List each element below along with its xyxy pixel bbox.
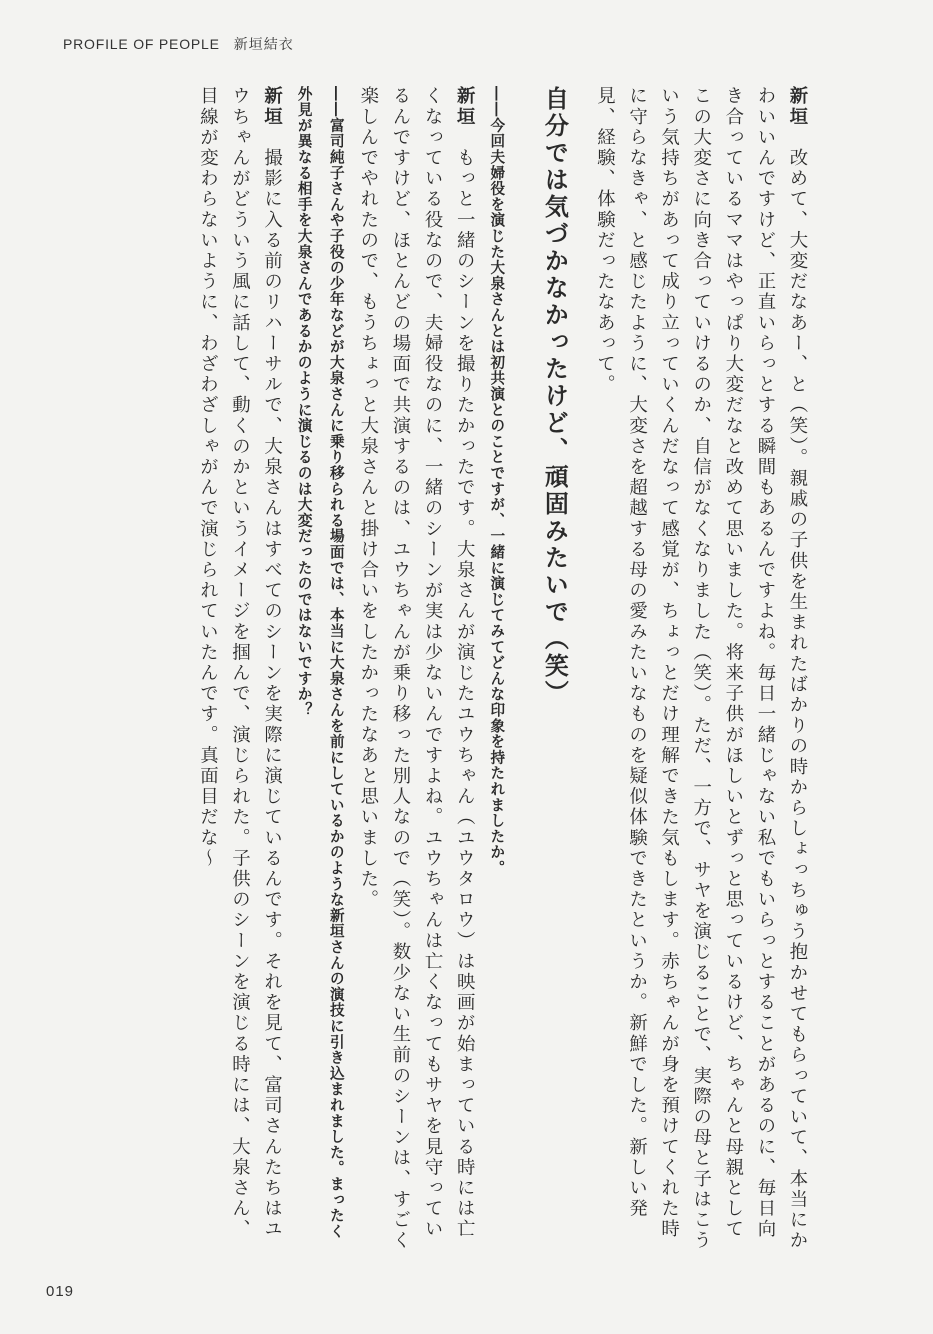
section-heading: 自分では気づかなかったけど、頑固みたいで（笑） — [540, 86, 569, 707]
answer-paragraph: 改めて、大変だなあー、と（笑）。親戚の子供を生まれたばかりの時からしょっちゅう抱かせてもらっていて、本当にかわいいんですけど、正直いらっとする瞬間もあるんですよね。毎日一緒じゃない私でもいらっとすることがあるのに、毎日向き合っているママはやっぱり大変だなと改めて思いました。将来子供がほしいとずっと思っているけど、ちゃんと母親としてこの大変さに向き合っていけるのか、自信がなくなりました（笑）。ただ、一方で、サヤを演じることで、実際の母と子はこういう気持ちがあって成り立っていくんだなって感覚が、ちょっとだけ理解できた気もします。赤ちゃんが身を預けてくれた時に守らなきゃ、と感じたように、大変さを超越する母の愛みたいなものを疑似体験できたというか。新鮮でした。新しい発見、経験、体験だったなあって。 — [594, 86, 808, 1252]
answer-paragraph: もっと一緒のシーンを撮りたかったです。大泉さんが演じたユウちゃん（ユウタロウ）は映画が始まっている時には亡くなっている役なので、夫婦役なのに、一緒のシーンが実は少ないんですよね。ユウちゃんは亡くなってもサヤを見守っているんですけど、ほとんどの場面で共演するのは、ユウちゃんが乗り移った別人なので（笑）。数少ない生前のシーンは、すごく楽しんでやれたので、もうちょっと大泉さんと掛け合いをしたかったなあと思いました。 — [357, 86, 476, 1251]
article-body — [97, 86, 813, 1254]
speaker-label: 新垣 — [454, 86, 476, 128]
series-title: PROFILE OF PEOPLE — [63, 36, 220, 52]
speaker-label: 新垣 — [787, 86, 808, 128]
running-header — [63, 34, 294, 54]
subject-name: 新垣結衣 — [233, 37, 294, 53]
speaker-label: 新垣 — [261, 86, 283, 128]
interview-question: ――富司純子さんや子役の少年などが大泉さんに乗り移られる場面では、本当に大泉さんを前にしているかのような新垣さんの演技に引き込まれました。まったく外見が異なる相手を大泉さんであるかのように演じるのは大変だったのではないですか？ — [295, 86, 345, 1240]
interview-question: ――今回夫婦役を演じた大泉さんとは初共演とのことですが、一緒に演じてみてどんな印象を持たれましたか。 — [488, 86, 506, 876]
answer-paragraph: 撮影に入る前のリハーサルで、大泉さんはすべてのシーンを実際に演じているんです。それを見て、富司さんたちはユウちゃんがどういう風に話して、動くのかというイメージを掴んで、演じられた。子供のシーンを演じる時には、大泉さん、目線が変わらないように、わざわざしゃがんで演じられていたんです。真面目だな～ — [197, 86, 283, 1240]
page-number: 019 — [46, 1283, 75, 1300]
